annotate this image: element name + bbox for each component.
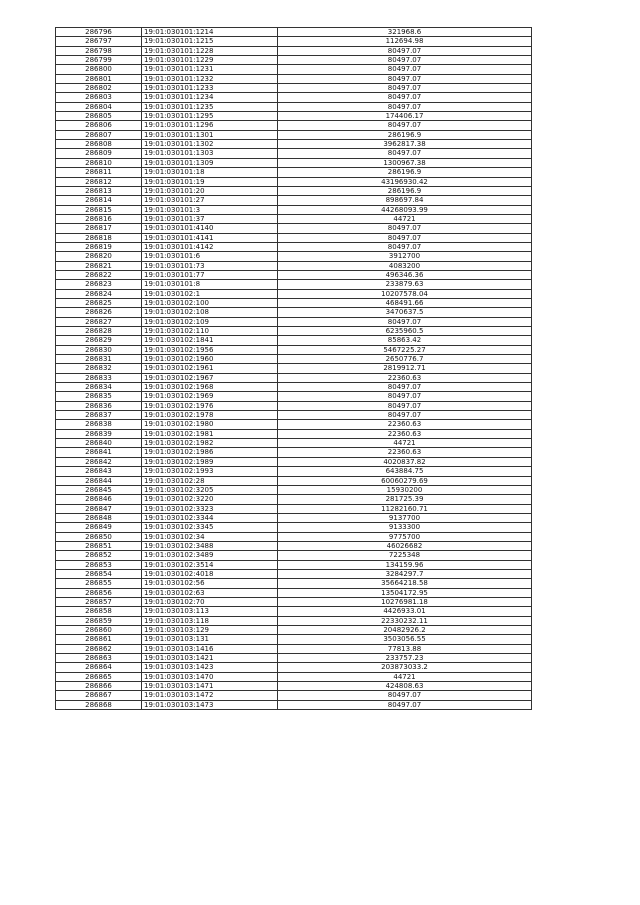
row-number-cell: 286834: [56, 383, 142, 392]
row-number-cell: 286815: [56, 205, 142, 214]
cadastral-number-cell: 19:01:030103:131: [142, 635, 278, 644]
value-cell: 898697.84: [278, 196, 532, 205]
value-cell: 3503056.55: [278, 635, 532, 644]
table-row: [56, 336, 532, 345]
row-number-cell: 286796: [56, 28, 142, 37]
cadastral-number-cell: 19:01:030101:37: [142, 214, 278, 223]
table-row: [56, 448, 532, 457]
value-cell: 80497.07: [278, 84, 532, 93]
row-number-cell: 286810: [56, 158, 142, 167]
cadastral-number-cell: 19:01:030102:110: [142, 327, 278, 336]
cadastral-number-cell: 19:01:030102:1: [142, 289, 278, 298]
table-row: [56, 495, 532, 504]
value-cell: 44721: [278, 672, 532, 681]
row-number-cell: 286806: [56, 121, 142, 130]
cadastral-number-cell: 19:01:030102:108: [142, 308, 278, 317]
table-row: [56, 224, 532, 233]
value-cell: 9775700: [278, 532, 532, 541]
row-number-cell: 286811: [56, 168, 142, 177]
value-cell: 77813.88: [278, 644, 532, 653]
value-cell: 46026682: [278, 541, 532, 550]
row-number-cell: 286855: [56, 579, 142, 588]
cadastral-number-cell: 19:01:030101:4142: [142, 242, 278, 251]
value-cell: 9133300: [278, 523, 532, 532]
value-cell: 22360.63: [278, 420, 532, 429]
value-cell: 1300967.38: [278, 158, 532, 167]
value-cell: 80497.07: [278, 317, 532, 326]
table-row: [56, 355, 532, 364]
row-number-cell: 286838: [56, 420, 142, 429]
value-cell: 44268093.99: [278, 205, 532, 214]
table-row: [56, 84, 532, 93]
cadastral-number-cell: 19:01:030101:1229: [142, 56, 278, 65]
cadastral-number-cell: 19:01:030103:1472: [142, 691, 278, 700]
row-number-cell: 286825: [56, 298, 142, 307]
table-row: [56, 196, 532, 205]
table-row: [56, 177, 532, 186]
table-row: [56, 28, 532, 37]
row-number-cell: 286831: [56, 355, 142, 364]
row-number-cell: 286853: [56, 560, 142, 569]
table-row: [56, 523, 532, 532]
value-cell: 22330232.11: [278, 616, 532, 625]
table-row: [56, 37, 532, 46]
cadastral-number-cell: 19:01:030102:28: [142, 476, 278, 485]
table-row: [56, 476, 532, 485]
value-cell: 15930200: [278, 485, 532, 494]
row-number-cell: 286839: [56, 429, 142, 438]
cadastral-number-cell: 19:01:030101:1214: [142, 28, 278, 37]
table-row: [56, 158, 532, 167]
table-row: [56, 457, 532, 466]
cadastral-number-cell: 19:01:030102:3205: [142, 485, 278, 494]
row-number-cell: 286807: [56, 130, 142, 139]
table-row: [56, 579, 532, 588]
value-cell: 4020837.82: [278, 457, 532, 466]
value-cell: 174406.17: [278, 112, 532, 121]
value-cell: 286196.9: [278, 168, 532, 177]
row-number-cell: 286802: [56, 84, 142, 93]
cadastral-number-cell: 19:01:030102:1956: [142, 345, 278, 354]
cadastral-number-cell: 19:01:030102:56: [142, 579, 278, 588]
row-number-cell: 286817: [56, 224, 142, 233]
row-number-cell: 286800: [56, 65, 142, 74]
cadastral-number-cell: 19:01:030101:1309: [142, 158, 278, 167]
value-cell: 44721: [278, 214, 532, 223]
row-number-cell: 286828: [56, 327, 142, 336]
table-row: [56, 504, 532, 513]
row-number-cell: 286835: [56, 392, 142, 401]
table-row: [56, 467, 532, 476]
row-number-cell: 286823: [56, 280, 142, 289]
cadastral-number-cell: 19:01:030102:1981: [142, 429, 278, 438]
cadastral-value-table: [55, 27, 532, 710]
table-row: [56, 429, 532, 438]
table-row: [56, 635, 532, 644]
row-number-cell: 286836: [56, 401, 142, 410]
cadastral-number-cell: 19:01:030101:1232: [142, 74, 278, 83]
table-row: [56, 569, 532, 578]
table-row: [56, 130, 532, 139]
row-number-cell: 286854: [56, 569, 142, 578]
value-cell: 80497.07: [278, 392, 532, 401]
table-row: [56, 663, 532, 672]
row-number-cell: 286798: [56, 46, 142, 55]
row-number-cell: 286819: [56, 242, 142, 251]
table-row: [56, 289, 532, 298]
row-number-cell: 286840: [56, 439, 142, 448]
row-number-cell: 286826: [56, 308, 142, 317]
value-cell: 43196930.42: [278, 177, 532, 186]
cadastral-number-cell: 19:01:030101:1228: [142, 46, 278, 55]
cadastral-number-cell: 19:01:030101:1231: [142, 65, 278, 74]
cadastral-number-cell: 19:01:030102:34: [142, 532, 278, 541]
value-cell: 80497.07: [278, 233, 532, 242]
value-cell: 3284297.7: [278, 569, 532, 578]
cadastral-number-cell: 19:01:030102:3344: [142, 513, 278, 522]
row-number-cell: 286821: [56, 261, 142, 270]
table-row: [56, 439, 532, 448]
value-cell: 233879.63: [278, 280, 532, 289]
cadastral-number-cell: 19:01:030103:129: [142, 626, 278, 635]
cadastral-number-cell: 19:01:030102:1980: [142, 420, 278, 429]
table-row: [56, 298, 532, 307]
row-number-cell: 286809: [56, 149, 142, 158]
table-row: [56, 140, 532, 149]
cadastral-number-cell: 19:01:030102:1969: [142, 392, 278, 401]
cadastral-number-cell: 19:01:030101:1301: [142, 130, 278, 139]
value-cell: 10276981.18: [278, 597, 532, 606]
table-row: [56, 373, 532, 382]
value-cell: 6235960.5: [278, 327, 532, 336]
value-cell: 286196.9: [278, 186, 532, 195]
cadastral-number-cell: 19:01:030101:1303: [142, 149, 278, 158]
cadastral-number-cell: 19:01:030103:1421: [142, 654, 278, 663]
table-row: [56, 56, 532, 65]
table-row: [56, 186, 532, 195]
row-number-cell: 286841: [56, 448, 142, 457]
table-row: [56, 383, 532, 392]
cadastral-number-cell: 19:01:030102:3489: [142, 551, 278, 560]
cadastral-number-cell: 19:01:030101:4141: [142, 233, 278, 242]
table-row: [56, 607, 532, 616]
cadastral-number-cell: 19:01:030103:113: [142, 607, 278, 616]
row-number-cell: 286863: [56, 654, 142, 663]
row-number-cell: 286813: [56, 186, 142, 195]
value-cell: 85863.42: [278, 336, 532, 345]
table-row: [56, 65, 532, 74]
value-cell: 22360.63: [278, 373, 532, 382]
value-cell: 281725.39: [278, 495, 532, 504]
cadastral-number-cell: 19:01:030101:19: [142, 177, 278, 186]
value-cell: 80497.07: [278, 700, 532, 709]
value-cell: 80497.07: [278, 411, 532, 420]
cadastral-number-cell: 19:01:030102:1967: [142, 373, 278, 382]
row-number-cell: 286852: [56, 551, 142, 560]
value-cell: 80497.07: [278, 93, 532, 102]
table-row: [56, 588, 532, 597]
row-number-cell: 286808: [56, 140, 142, 149]
row-number-cell: 286857: [56, 597, 142, 606]
cadastral-number-cell: 19:01:030102:1982: [142, 439, 278, 448]
cadastral-number-cell: 19:01:030103:1470: [142, 672, 278, 681]
cadastral-number-cell: 19:01:030102:1978: [142, 411, 278, 420]
cadastral-number-cell: 19:01:030101:73: [142, 261, 278, 270]
value-cell: 4083200: [278, 261, 532, 270]
row-number-cell: 286858: [56, 607, 142, 616]
table-row: [56, 392, 532, 401]
table-row: [56, 672, 532, 681]
cadastral-number-cell: 19:01:030103:1473: [142, 700, 278, 709]
row-number-cell: 286797: [56, 37, 142, 46]
value-cell: 9137700: [278, 513, 532, 522]
table-row: [56, 205, 532, 214]
value-cell: 80497.07: [278, 102, 532, 111]
value-cell: 80497.07: [278, 691, 532, 700]
value-cell: 80497.07: [278, 149, 532, 158]
table-row: [56, 401, 532, 410]
cadastral-number-cell: 19:01:030101:4140: [142, 224, 278, 233]
table-row: [56, 616, 532, 625]
value-cell: 3470637.5: [278, 308, 532, 317]
cadastral-number-cell: 19:01:030102:1993: [142, 467, 278, 476]
value-cell: 643884.75: [278, 467, 532, 476]
row-number-cell: 286848: [56, 513, 142, 522]
table-row: [56, 214, 532, 223]
row-number-cell: 286818: [56, 233, 142, 242]
cadastral-number-cell: 19:01:030101:6: [142, 252, 278, 261]
row-number-cell: 286827: [56, 317, 142, 326]
cadastral-number-cell: 19:01:030102:1989: [142, 457, 278, 466]
value-cell: 3912700: [278, 252, 532, 261]
value-cell: 80497.07: [278, 65, 532, 74]
value-cell: 5467225.27: [278, 345, 532, 354]
cadastral-number-cell: 19:01:030102:1968: [142, 383, 278, 392]
cadastral-number-cell: 19:01:030103:118: [142, 616, 278, 625]
value-cell: 80497.07: [278, 121, 532, 130]
table-row: [56, 597, 532, 606]
value-cell: 80497.07: [278, 56, 532, 65]
row-number-cell: 286846: [56, 495, 142, 504]
value-cell: 80497.07: [278, 46, 532, 55]
row-number-cell: 286861: [56, 635, 142, 644]
table-row: [56, 626, 532, 635]
table-row: [56, 541, 532, 550]
table-row: [56, 112, 532, 121]
row-number-cell: 286812: [56, 177, 142, 186]
row-number-cell: 286843: [56, 467, 142, 476]
row-number-cell: 286820: [56, 252, 142, 261]
table-row: [56, 654, 532, 663]
row-number-cell: 286844: [56, 476, 142, 485]
value-cell: 13504172.95: [278, 588, 532, 597]
value-cell: 20482926.2: [278, 626, 532, 635]
row-number-cell: 286833: [56, 373, 142, 382]
table-row: [56, 532, 532, 541]
cadastral-number-cell: 19:01:030101:20: [142, 186, 278, 195]
row-number-cell: 286850: [56, 532, 142, 541]
value-cell: 7225348: [278, 551, 532, 560]
value-cell: 80497.07: [278, 74, 532, 83]
table-row: [56, 411, 532, 420]
row-number-cell: 286865: [56, 672, 142, 681]
value-cell: 4426933.01: [278, 607, 532, 616]
table-row: [56, 74, 532, 83]
row-number-cell: 286862: [56, 644, 142, 653]
row-number-cell: 286816: [56, 214, 142, 223]
cadastral-number-cell: 19:01:030101:18: [142, 168, 278, 177]
value-cell: 44721: [278, 439, 532, 448]
table-row: [56, 551, 532, 560]
table-row: [56, 149, 532, 158]
cadastral-number-cell: 19:01:030101:3: [142, 205, 278, 214]
row-number-cell: 286801: [56, 74, 142, 83]
value-cell: 80497.07: [278, 242, 532, 251]
value-cell: 2650776.7: [278, 355, 532, 364]
cadastral-number-cell: 19:01:030101:27: [142, 196, 278, 205]
table-row: [56, 691, 532, 700]
cadastral-number-cell: 19:01:030102:109: [142, 317, 278, 326]
row-number-cell: 286822: [56, 270, 142, 279]
row-number-cell: 286867: [56, 691, 142, 700]
row-number-cell: 286830: [56, 345, 142, 354]
row-number-cell: 286804: [56, 102, 142, 111]
value-cell: 22360.63: [278, 429, 532, 438]
cadastral-number-cell: 19:01:030103:1471: [142, 682, 278, 691]
cadastral-number-cell: 19:01:030101:1295: [142, 112, 278, 121]
row-number-cell: 286859: [56, 616, 142, 625]
cadastral-number-cell: 19:01:030101:1302: [142, 140, 278, 149]
table-row: [56, 270, 532, 279]
row-number-cell: 286829: [56, 336, 142, 345]
table-row: [56, 364, 532, 373]
cadastral-number-cell: 19:01:030102:1976: [142, 401, 278, 410]
table-row: [56, 327, 532, 336]
row-number-cell: 286837: [56, 411, 142, 420]
value-cell: 10207578.04: [278, 289, 532, 298]
cadastral-number-cell: 19:01:030102:1961: [142, 364, 278, 373]
value-cell: 203873033.2: [278, 663, 532, 672]
row-number-cell: 286851: [56, 541, 142, 550]
cadastral-number-cell: 19:01:030102:70: [142, 597, 278, 606]
cadastral-number-cell: 19:01:030101:1296: [142, 121, 278, 130]
cadastral-number-cell: 19:01:030102:1986: [142, 448, 278, 457]
row-number-cell: 286803: [56, 93, 142, 102]
row-number-cell: 286847: [56, 504, 142, 513]
table-row: [56, 168, 532, 177]
table-row: [56, 560, 532, 569]
row-number-cell: 286799: [56, 56, 142, 65]
cadastral-number-cell: 19:01:030101:77: [142, 270, 278, 279]
value-cell: 286196.9: [278, 130, 532, 139]
cadastral-number-cell: 19:01:030101:1215: [142, 37, 278, 46]
row-number-cell: 286814: [56, 196, 142, 205]
cadastral-number-cell: 19:01:030102:100: [142, 298, 278, 307]
table-row: [56, 102, 532, 111]
value-cell: 80497.07: [278, 224, 532, 233]
value-cell: 80497.07: [278, 383, 532, 392]
cadastral-number-cell: 19:01:030102:3323: [142, 504, 278, 513]
table-row: [56, 345, 532, 354]
row-number-cell: 286805: [56, 112, 142, 121]
table-row: [56, 682, 532, 691]
table-row: [56, 261, 532, 270]
table-row: [56, 242, 532, 251]
cadastral-number-cell: 19:01:030102:3345: [142, 523, 278, 532]
value-cell: 424808.63: [278, 682, 532, 691]
cadastral-number-cell: 19:01:030101:1234: [142, 93, 278, 102]
row-number-cell: 286849: [56, 523, 142, 532]
value-cell: 134159.96: [278, 560, 532, 569]
table-row: [56, 93, 532, 102]
table-body: [56, 28, 532, 710]
row-number-cell: 286860: [56, 626, 142, 635]
row-number-cell: 286832: [56, 364, 142, 373]
row-number-cell: 286824: [56, 289, 142, 298]
cadastral-number-cell: 19:01:030103:1416: [142, 644, 278, 653]
cadastral-number-cell: 19:01:030103:1423: [142, 663, 278, 672]
row-number-cell: 286866: [56, 682, 142, 691]
row-number-cell: 286845: [56, 485, 142, 494]
cadastral-number-cell: 19:01:030102:63: [142, 588, 278, 597]
value-cell: 11282160.71: [278, 504, 532, 513]
value-cell: 80497.07: [278, 401, 532, 410]
cadastral-number-cell: 19:01:030102:4018: [142, 569, 278, 578]
cadastral-number-cell: 19:01:030102:3488: [142, 541, 278, 550]
table-row: [56, 513, 532, 522]
table-row: [56, 485, 532, 494]
row-number-cell: 286868: [56, 700, 142, 709]
table-row: [56, 233, 532, 242]
value-cell: 60060279.69: [278, 476, 532, 485]
value-cell: 496346.36: [278, 270, 532, 279]
cadastral-number-cell: 19:01:030101:1235: [142, 102, 278, 111]
cadastral-number-cell: 19:01:030102:3514: [142, 560, 278, 569]
cadastral-number-cell: 19:01:030102:3220: [142, 495, 278, 504]
value-cell: 22360.63: [278, 448, 532, 457]
row-number-cell: 286856: [56, 588, 142, 597]
table-row: [56, 420, 532, 429]
table-row: [56, 644, 532, 653]
value-cell: 3962817.38: [278, 140, 532, 149]
cadastral-number-cell: 19:01:030102:1841: [142, 336, 278, 345]
cadastral-number-cell: 19:01:030101:1233: [142, 84, 278, 93]
row-number-cell: 286864: [56, 663, 142, 672]
table-row: [56, 46, 532, 55]
table-row: [56, 121, 532, 130]
value-cell: 468491.66: [278, 298, 532, 307]
value-cell: 112694.98: [278, 37, 532, 46]
table-row: [56, 317, 532, 326]
cadastral-number-cell: 19:01:030102:1960: [142, 355, 278, 364]
value-cell: 2819912.71: [278, 364, 532, 373]
table-row: [56, 252, 532, 261]
cadastral-number-cell: 19:01:030101:8: [142, 280, 278, 289]
row-number-cell: 286842: [56, 457, 142, 466]
value-cell: 233757.23: [278, 654, 532, 663]
table-row: [56, 700, 532, 709]
table-row: [56, 308, 532, 317]
table-row: [56, 280, 532, 289]
value-cell: 321968.6: [278, 28, 532, 37]
value-cell: 35664218.58: [278, 579, 532, 588]
